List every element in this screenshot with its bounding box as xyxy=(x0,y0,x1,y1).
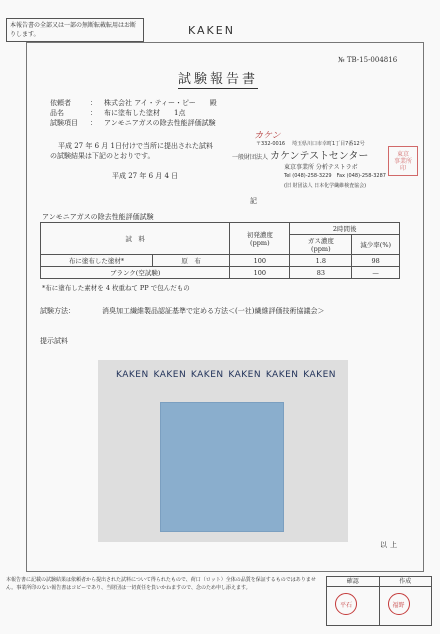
report-number: № TB-15-004816 xyxy=(338,56,398,64)
fabric-swatch xyxy=(160,402,284,532)
issuer-former-name: (旧 財団法人 日本化学繊維検査協会) xyxy=(284,183,367,189)
office-seal-stamp: 東京 事業所 印 xyxy=(388,146,418,176)
info-value: 株式会社 アイ・ティー・ピー 殿 xyxy=(104,99,217,107)
approval-label-create: 作成 xyxy=(379,577,432,586)
photo-label: KAKEN xyxy=(228,370,262,380)
report-date: 平成 27 年 6 月 4 日 xyxy=(112,172,179,180)
header-after: 2時間後 xyxy=(290,223,400,235)
table-row xyxy=(41,255,400,267)
report-info xyxy=(50,98,217,128)
test-method xyxy=(40,306,324,316)
results-section-title: アンモニアガスの除去性能評価試験 xyxy=(42,213,154,221)
cell-sample: 布に塗布した塗材* xyxy=(41,255,153,267)
info-value: 布に塗布した塗材 1点 xyxy=(104,109,186,117)
postal-code: 〒332-0016 xyxy=(256,141,286,147)
kaken-logo: カケン xyxy=(254,131,281,141)
header-initial: 初発濃度 (ppm) xyxy=(230,223,290,255)
cell-reduction: — xyxy=(352,267,400,279)
issuer-office: 東京事業所 分析テストラボ xyxy=(284,164,358,171)
reproduction-notice: 本報告書の全部又は一部の無断転載転用はお断りします。 xyxy=(6,18,144,42)
hanko-stamp: 平石 xyxy=(335,593,357,615)
method-text: 消臭加工繊維製品認証基準で定める方法＜(一社)繊維評価技術協議会＞ xyxy=(102,307,325,315)
info-label: 試験項目 xyxy=(50,119,78,127)
photo-label: KAKEN xyxy=(303,370,336,380)
approval-box xyxy=(326,576,432,626)
ki-mark: 記 xyxy=(250,197,257,205)
method-label: 試験方法： xyxy=(40,307,75,315)
document-title: 試験報告書 xyxy=(178,68,258,89)
request-text: 平成 27 年 6 月 1日付けで当所に提出された試料の試験結果は下記のとおりです。 xyxy=(50,142,213,160)
end-mark: 以上 xyxy=(380,541,400,549)
sample-photo xyxy=(98,360,348,542)
table-footnote: *布に塗布した素材を 4 枚重ねて PP で包んだもの xyxy=(42,284,190,292)
cell-sub: 原 布 xyxy=(153,255,230,267)
cell-reduction: 98 xyxy=(352,255,400,267)
cell-initial: 100 xyxy=(230,267,290,279)
photo-label: KAKEN xyxy=(116,370,149,380)
photo-label: KAKEN xyxy=(190,370,224,380)
sample-label: 提示試料 xyxy=(40,337,68,345)
issuer-tel-fax: Tel (048)-258-3229 Fax (048)-258-3287 xyxy=(284,173,386,179)
info-label: 依頼者 xyxy=(50,99,71,107)
footer-note: 本報告書に記載の試験結果は依頼者から提出された試料について得られたもので、荷口（ロット）全体の品質を保証するものではありません。事業所印のない報告書はコピーであり、当財団は一切責任を負いかねますので、念のため申し添えます。 xyxy=(6,577,316,591)
header-gas: ガス濃度 (ppm) xyxy=(290,235,352,255)
photo-label: KAKEN xyxy=(153,370,187,380)
header-sample: 試 料 xyxy=(41,223,230,255)
approval-cell-create xyxy=(379,587,432,625)
info-value: アンモニアガスの除去性能評価試験 xyxy=(104,119,216,127)
info-label: 品名 xyxy=(50,109,64,117)
header-reduction: 減少率(%) xyxy=(352,235,400,255)
issuer-address: 埼玉県川口市幸町1丁目7番12号 xyxy=(292,141,365,147)
results-table xyxy=(40,222,400,279)
table-row xyxy=(41,267,400,279)
approval-label-confirm: 確認 xyxy=(346,578,359,585)
table-header-row xyxy=(41,223,400,235)
cell-initial: 100 xyxy=(230,255,290,267)
approval-cell-confirm xyxy=(327,587,379,625)
info-row-test-item: 試験項目 ： アンモニアガスの除去性能評価試験 xyxy=(50,119,216,127)
approval-cells xyxy=(327,587,431,625)
photo-label: KAKEN xyxy=(265,370,299,380)
hanko-stamp: 福野 xyxy=(388,593,410,615)
cell-gas: 83 xyxy=(290,267,352,279)
brand-title: KAKEN xyxy=(188,24,235,37)
issuer-name: カケンテストセンター xyxy=(270,151,369,162)
approval-header xyxy=(327,577,431,587)
cell-sample: ブランク(空試験) xyxy=(41,267,230,279)
issuer-association: 一般財団法人 xyxy=(232,154,269,161)
cell-gas: 1.8 xyxy=(290,255,352,267)
photo-kaken-labels xyxy=(116,370,336,380)
info-row-client: 依頼者 ： 株式会社 アイ・ティー・ピー 殿 xyxy=(50,99,217,107)
info-row-product: 品名 ： 布に塗布した塗材 1点 xyxy=(50,109,186,117)
